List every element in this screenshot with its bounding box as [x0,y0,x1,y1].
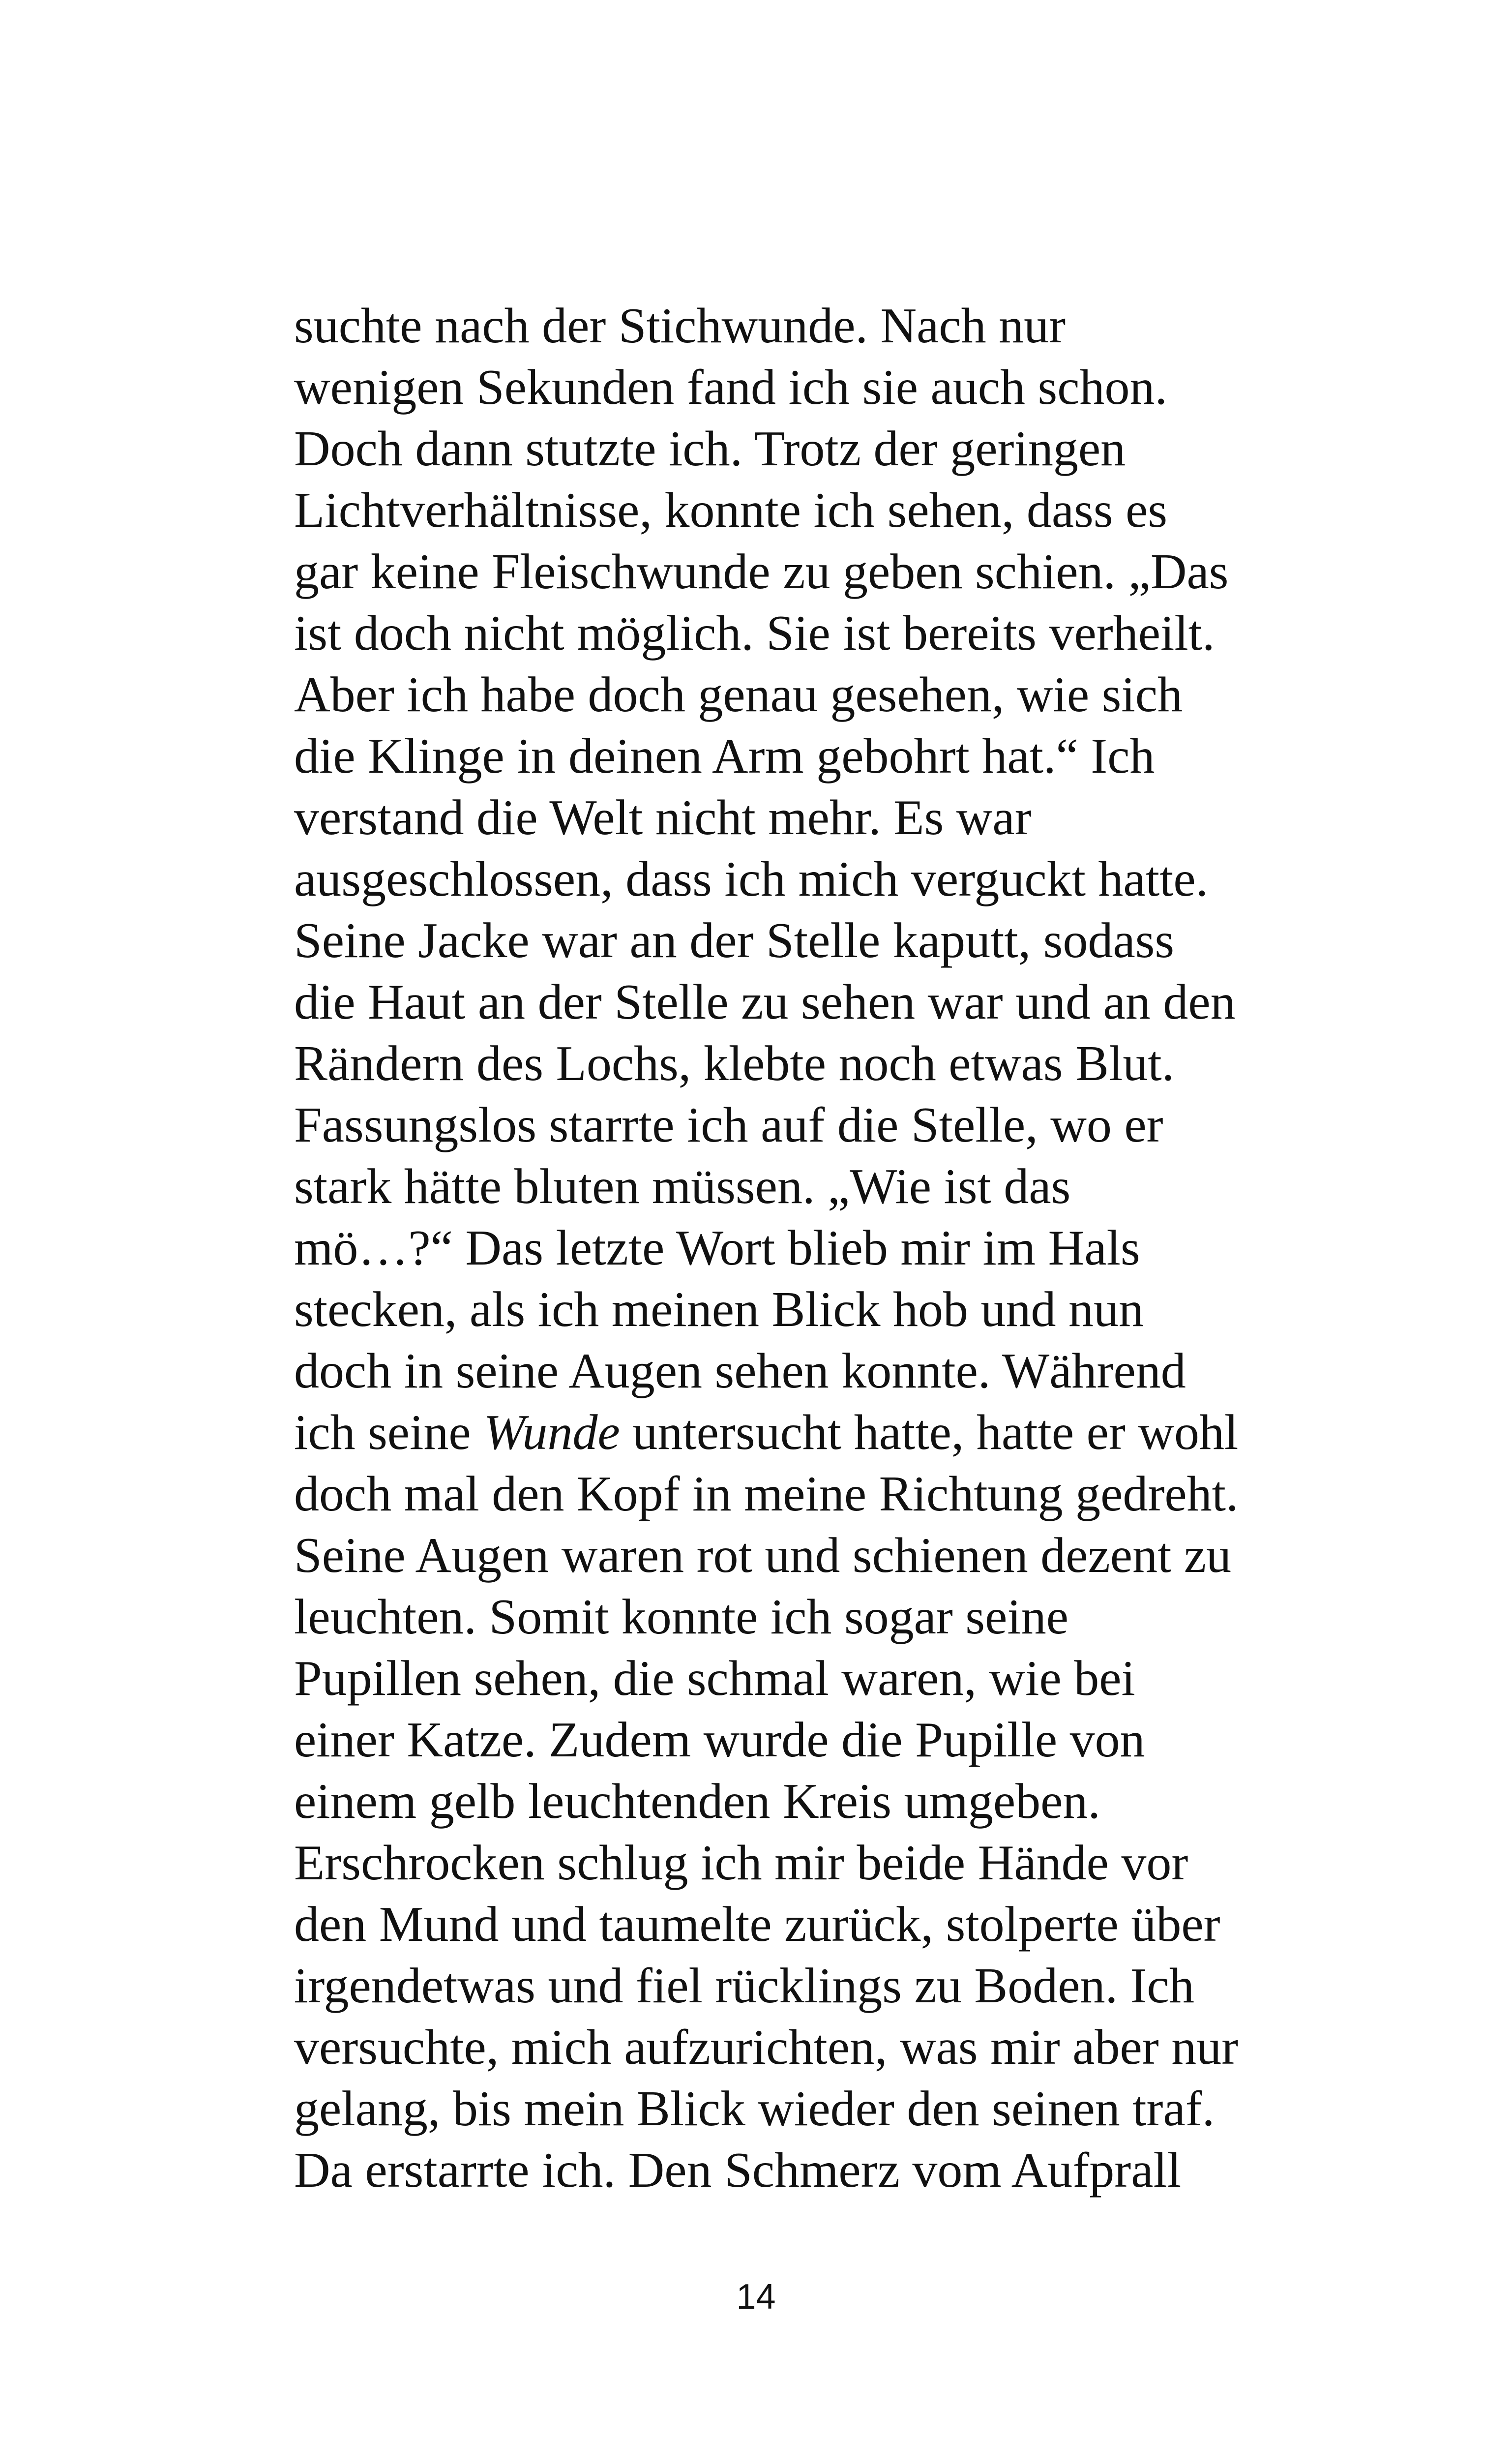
text-line: die Klinge in deinen Arm gebohrt hat.“ Ich [294,728,1155,784]
page-number: 14 [736,2277,776,2317]
text-line: Erschrocken schlug ich mir beide Hände vor [294,1835,1188,1891]
text-line: wenigen Sekunden fand ich sie auch schon. [294,360,1167,415]
text-line: den Mund und taumelte zurück, stolperte über [294,1897,1220,1952]
text-line: einem gelb leuchtenden Kreis umgeben. [294,1774,1100,1829]
emphasized-word: Wunde [483,1405,620,1460]
text-line: Pupillen sehen, die schmal waren, wie bei [294,1651,1135,1706]
text-line: mö…?“ Das letzte Wort blieb mir im Hals [294,1220,1140,1276]
text-line: verstand die Welt nicht mehr. Es war [294,790,1032,845]
text-line: Aber ich habe doch genau gesehen, wie sich [294,667,1183,723]
text-line: doch mal den Kopf in meine Richtung gedreht. [294,1466,1239,1522]
text-line: gelang, bis mein Blick wieder den seinen traf. [294,2081,1215,2137]
text-line: leuchten. Somit konnte ich sogar seine [294,1589,1068,1645]
text-line: irgendetwas und fiel rücklings zu Boden. Ich [294,1958,1194,2014]
text-line: Rändern des Lochs, klebte noch etwas Blut. [294,1036,1175,1091]
body-text [294,295,1277,2201]
text-line: Seine Jacke war an der Stelle kaputt, sodass [294,913,1175,968]
text-line: einer Katze. Zudem wurde die Pupille von [294,1712,1145,1768]
text-line: stark hätte bluten müssen. „Wie ist das [294,1159,1071,1214]
text-line: Fassungslos starrte ich auf die Stelle, wo er [294,1097,1163,1153]
text-line: versuchte, mich aufzurichten, was mir aber nur [294,2020,1239,2075]
text-segment: ich seine [294,1405,484,1460]
text-line: stecken, als ich meinen Blick hob und nun [294,1282,1144,1337]
text-line: Doch dann stutzte ich. Trotz der geringen [294,421,1126,477]
text-line: Da erstarrte ich. Den Schmerz vom Aufprall [294,2142,1182,2198]
text-line: doch in seine Augen sehen konnte. Während [294,1343,1186,1399]
text-line: suchte nach der Stichwunde. Nach nur [294,298,1066,354]
text-line: Seine Augen waren rot und schienen dezent zu [294,1528,1232,1583]
text-line: ausgeschlossen, dass ich mich verguckt hatte. [294,851,1209,907]
text-line: die Haut an der Stelle zu sehen war und an den [294,974,1236,1030]
text-segment: untersucht hatte, hatte er wohl [620,1405,1239,1460]
text-line: Lichtverhältnisse, konnte ich sehen, dass es [294,483,1168,538]
text-line: gar keine Fleischwunde zu geben schien. „Das [294,544,1229,600]
text-line-with-emphasis [294,1402,1277,1463]
text-line: ist doch nicht möglich. Sie ist bereits verheilt. [294,605,1215,661]
